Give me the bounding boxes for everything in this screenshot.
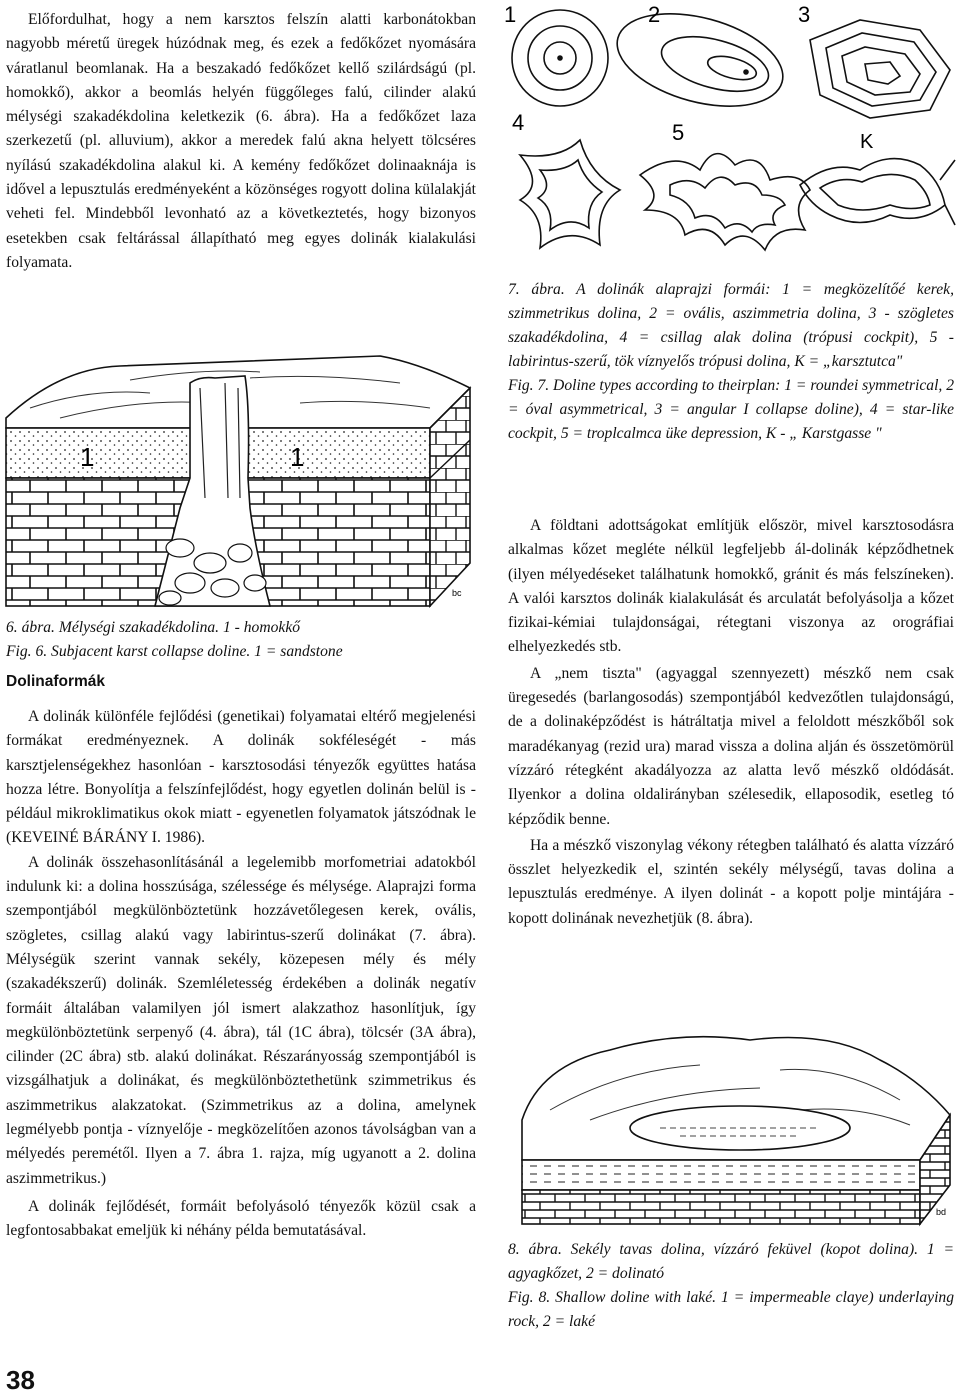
fig7-label-1: 1 [504, 2, 517, 27]
figure-6-subjacent-collapse-doline [0, 348, 478, 610]
fig7-label-4: 4 [512, 110, 525, 135]
fig8-signature: bd [936, 1207, 947, 1217]
fig7-label-k: K [860, 131, 874, 153]
right-paragraph-1: A földtani adottságokat említjük először, mivel karsztosodásra alkalmas kőzet megléte nélkül legfeljebb ál-dolinák képződhetnek (ilyen mélyedéseket találhatunk homokkő, gránit és más felszíneken). A valói karsztos dolinák kialakulását és arculatát befolyásolja a kőzet fizikai-kémiai tulajdonságai, rétegtani viszonya az orográfiai elhelyezkedés stb. [508, 517, 954, 656]
body-paragraph-1: A dolinák különféle fejlődési (genetikai) folyamatai eltérő megjelenési formákat eredményeznek. A dolinák sokféleségét - más karsztjelenségekhez hasonlóan - karsztosodási tényezők együttes hatása hozza létre. Bonyolítja a felszínfejlődést, hogy egyetlen dolinán belül is - például mikroklimatikus okok miatt - egyenetlen folyamatok játszódnak le (KEVEINÉ BÁRÁNY I. 1986). [6, 708, 476, 847]
body-paragraph-3: A dolinák fejlődését, formáit befolyásoló tényezők közül csak a legfontosabbakat emeljük ki néhány példa bemutatásával. [6, 1197, 476, 1240]
body-paragraph-2: A dolinák összehasonlításánál a legelemibb morfometriai adatokból indulunk ki: a dolina hosszúsága, szélessége és mélysége. Alaprajzi forma szempontjából megkülönböztetünk hozzávetőlegesen kerek, ovális, szögletes, csillag alakú vagy labirintus-szerű dolinákat (7. ábra). Mélységük szerint vannak sekély, közepesen mély és mély (szakadékszerű) dolinák. Szemléletesség érdekében a dolinák negatív formáit általában valamilyen jól ismert alakzathoz hasonlítjuk, így megkülönböztetünk serpenyő (4. ábra), tál (1C ábra), tölcsér (3A ábra), cilinder (2C ábra) stb. alakú dolinákat. Részarányosság szempontjából is vizsgálhatjuk a dolinákat, és megkülönböztethetünk szimmetrikus és aszimmetrikus alakzatokat. (Szimmetrikus az a dolina, amelynek legmélyebb pontja - víznyelője - megközelítően azonos távolságban van a mélyedés peremétől. Ilyen a 7. ábra 1. rajza, míg ugyanott a 2. dolina aszimmetrikus.) [6, 853, 476, 1187]
fig7-caption-en: Fig. 7. Doline types according to theirplan: 1 = roundei symmetrical, 2 = óval asymmetrical, 3 = angular I collapse doline), 4 = star-like cockpit, 5 = troplcalmca üke depression, K - „ Karstgasse " [508, 377, 954, 442]
fig6-label-1-right: 1 [290, 442, 305, 472]
fig7-label-2: 2 [648, 2, 661, 27]
fig8-caption-hu: 8. ábra. Sekély tavas dolina, vízzáró feküvel (kopot dolina). 1 = agyagkőzet, 2 = dolinató [508, 1241, 954, 1282]
fig6-caption-hu: 6. ábra. Mélységi szakadékdolina. 1 - homokkő [6, 619, 301, 636]
fig7-caption-hu: 7. ábra. A dolinák alaprajzi formái: 1 = megközelítőé kerek, szimmetrikus dolina, 2 = ovális, aszimmetria dolina, 3 - szögletes szakadékdolina, 4 = csillag alak dolina (trópusi cockpit), 5 - labirintus-szerű, tök víznyelős trópusi dolina, K = „karsztutca" [508, 281, 954, 370]
fig6-signature: bc [452, 588, 462, 598]
fig7-label-5: 5 [672, 120, 685, 145]
page-number: 38 [6, 1365, 35, 1395]
figure-8-shallow-lake-doline [500, 1010, 958, 1228]
figure-7-doline-plan-forms [500, 0, 958, 270]
fig8-caption-en: Fig. 8. Shallow doline with laké. 1 = impermeable claye) underlaying rock, 2 = laké [508, 1289, 954, 1330]
fig7-label-3: 3 [798, 2, 811, 27]
section-heading: Dolinaformák [6, 673, 106, 690]
right-paragraph-3: Ha a mészkő viszonylag vékony rétegben található és alatta vízzáró összlet helyezkedik el, szintén sekély mélységű, tavas dolina a lepusztulás eredménye. A ilyen dolinát - a kopott polje mintájára - kopott dolinának nevezhetjük (8. ábra). [508, 836, 954, 927]
body-paragraph-intro: Előfordulhat, hogy a nem karsztos felszín alatti karbonátokban nagyobb méretű üregek húzódnak meg, és ezek a fedőkőzet nyomására váratlanul beomlanak. Ha a beszakadó fedőkőzet kellő szilárdságú (pl. homokkő), akkor a beomlás helyén függőleges falú, cilinder alakú mélységi szakadékdolina keletkezik (6. ábra). Ha a fedőkőzet laza szerkezetű (pl. alluvium), akkor a meredek falú akna helyett tölcséres nyílású szakadékdolina alakul ki. A kemény fedőkőzet dolinaaknája is idővel a lepusztulás eredményeként a közönséges rogyott dolina külalakját veheti fel. Mindebből levonható az a következtetés, hogy bizonyos esetekben csak feltárással állapítható meg egyes dolinák kialakulási folyamata. [6, 11, 476, 271]
right-paragraph-2: A „nem tiszta" (agyaggal szennyezett) mészkő nem csak üregesedés (barlangosodás) szempontjából kedvezőtlen tulajdonságú, de a dolinaképződést is hátráltatja mivel a feloldott mészkőből sok maradékanyag (rezid ura) marad vissza a dolina alján és összetömörül vízzáró rétegként akadályozza az alatta levő mészkő oldódását. Ilyenkor a dolina oldalirányban szélesedik, ellaposodik, esetleg tó képződik benne. [508, 664, 954, 828]
fig6-label-1-left: 1 [80, 442, 95, 472]
fig6-caption-en: Fig. 6. Subjacent karst collapse doline. 1 = sandstone [6, 643, 343, 660]
